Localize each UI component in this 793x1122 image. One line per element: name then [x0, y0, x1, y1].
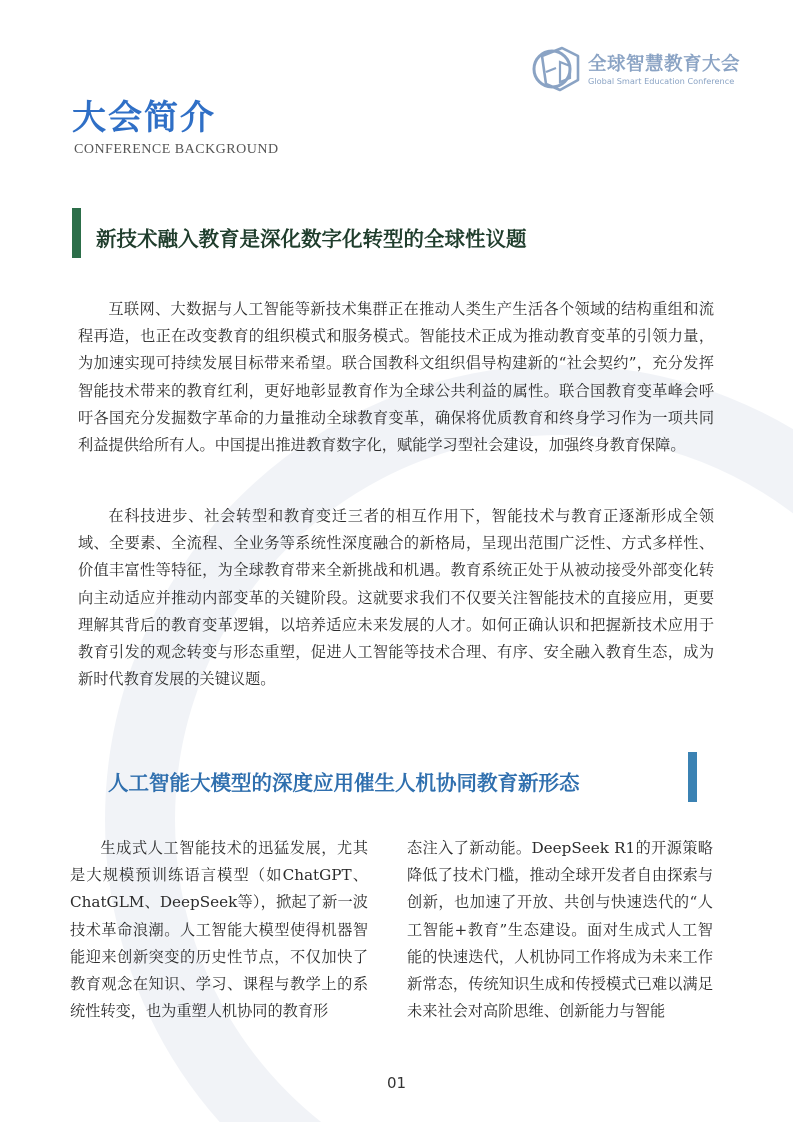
- section1-accent-bar: [72, 208, 81, 258]
- section2-heading: 人工智能大模型的深度应用催生人机协同教育新形态: [108, 771, 580, 795]
- section1-paragraph-1: 互联网、大数据与人工智能等新技术集群正在推动人类生产生活各个领域的结构重组和流程再造，也正在改变教育的组织模式和服务模式。智能技术正成为推动教育变革的引领力量，为加速实现可持续发展目标带来希望。联合国教科文组织倡导构建新的“社会契约”，充分发挥智能技术带来的教育红利，更好地彰显教育作为全球公共利益的属性。联合国教育变革峰会呼吁各国充分发掘数字革命的力量推动全球教育变革，确保将优质教育和终身学习作为一项共同利益提供给所有人。中国提出推进教育数字化，赋能学习型社会建设，加强终身教育保障。: [78, 300, 714, 455]
- logo-chinese-name: 全球智慧教育大会: [588, 54, 741, 75]
- section2-accent-bar: [688, 752, 697, 802]
- section2-right-column: 态注入了新动能。DeepSeek R1的开源策略降低了技术门槛，推动全球开发者自由探索与创新，也加速了开放、共创与快速迭代的“人工智能+教育”生态建设。面对生成式人工智能的快速迭代，人机协同工作将成为未来工作新常态，传统知识生成和传授模式已难以满足未来社会对高阶思维、创新能力与智能: [407, 839, 713, 1021]
- section1-paragraph-2: 在科技进步、社会转型和教育变迁三者的相互作用下，智能技术与教育正逐渐形成全领域、全要素、全流程、全业务等系统性深度融合的新格局，呈现出范围广泛性、方式多样性、价值丰富性等特征，为全球教育带来全新挑战和机遇。教育系统正处于从被动接受外部变化转向主动适应并推动内部变革的关键阶段。这就要求我们不仅要关注智能技术的直接应用，更要理解其背后的教育变革逻辑，以培养适应未来发展的人才。如何正确认识和把握新技术应用于教育引发的观念转变与形态重塑，促进人工智能等技术合理、有序、安全融入教育生态，成为新时代教育发展的关键议题。: [78, 507, 714, 689]
- logo-english-name: Global Smart Education Conference: [588, 76, 735, 86]
- logo-emblem-icon: [530, 42, 584, 96]
- page-number: 01: [386, 1074, 407, 1092]
- page-subtitle: CONFERENCE BACKGROUND: [74, 142, 279, 157]
- section1-heading: 新技术融入教育是深化数字化转型的全球性议题: [96, 227, 527, 251]
- section2-left-column: 生成式人工智能技术的迅猛发展，尤其是大规模预训练语言模型（如ChatGPT、ChatGLM、DeepSeek等），掀起了新一波技术革命浪潮。人工智能大模型使得机器智能迎来创新突变的历史性节点，不仅加快了教育观念在知识、学习、课程与教学上的系统性转变，也为重塑人机协同的教育形: [70, 839, 368, 1021]
- conference-logo: [530, 42, 760, 98]
- page-title: 大会简介: [72, 98, 216, 138]
